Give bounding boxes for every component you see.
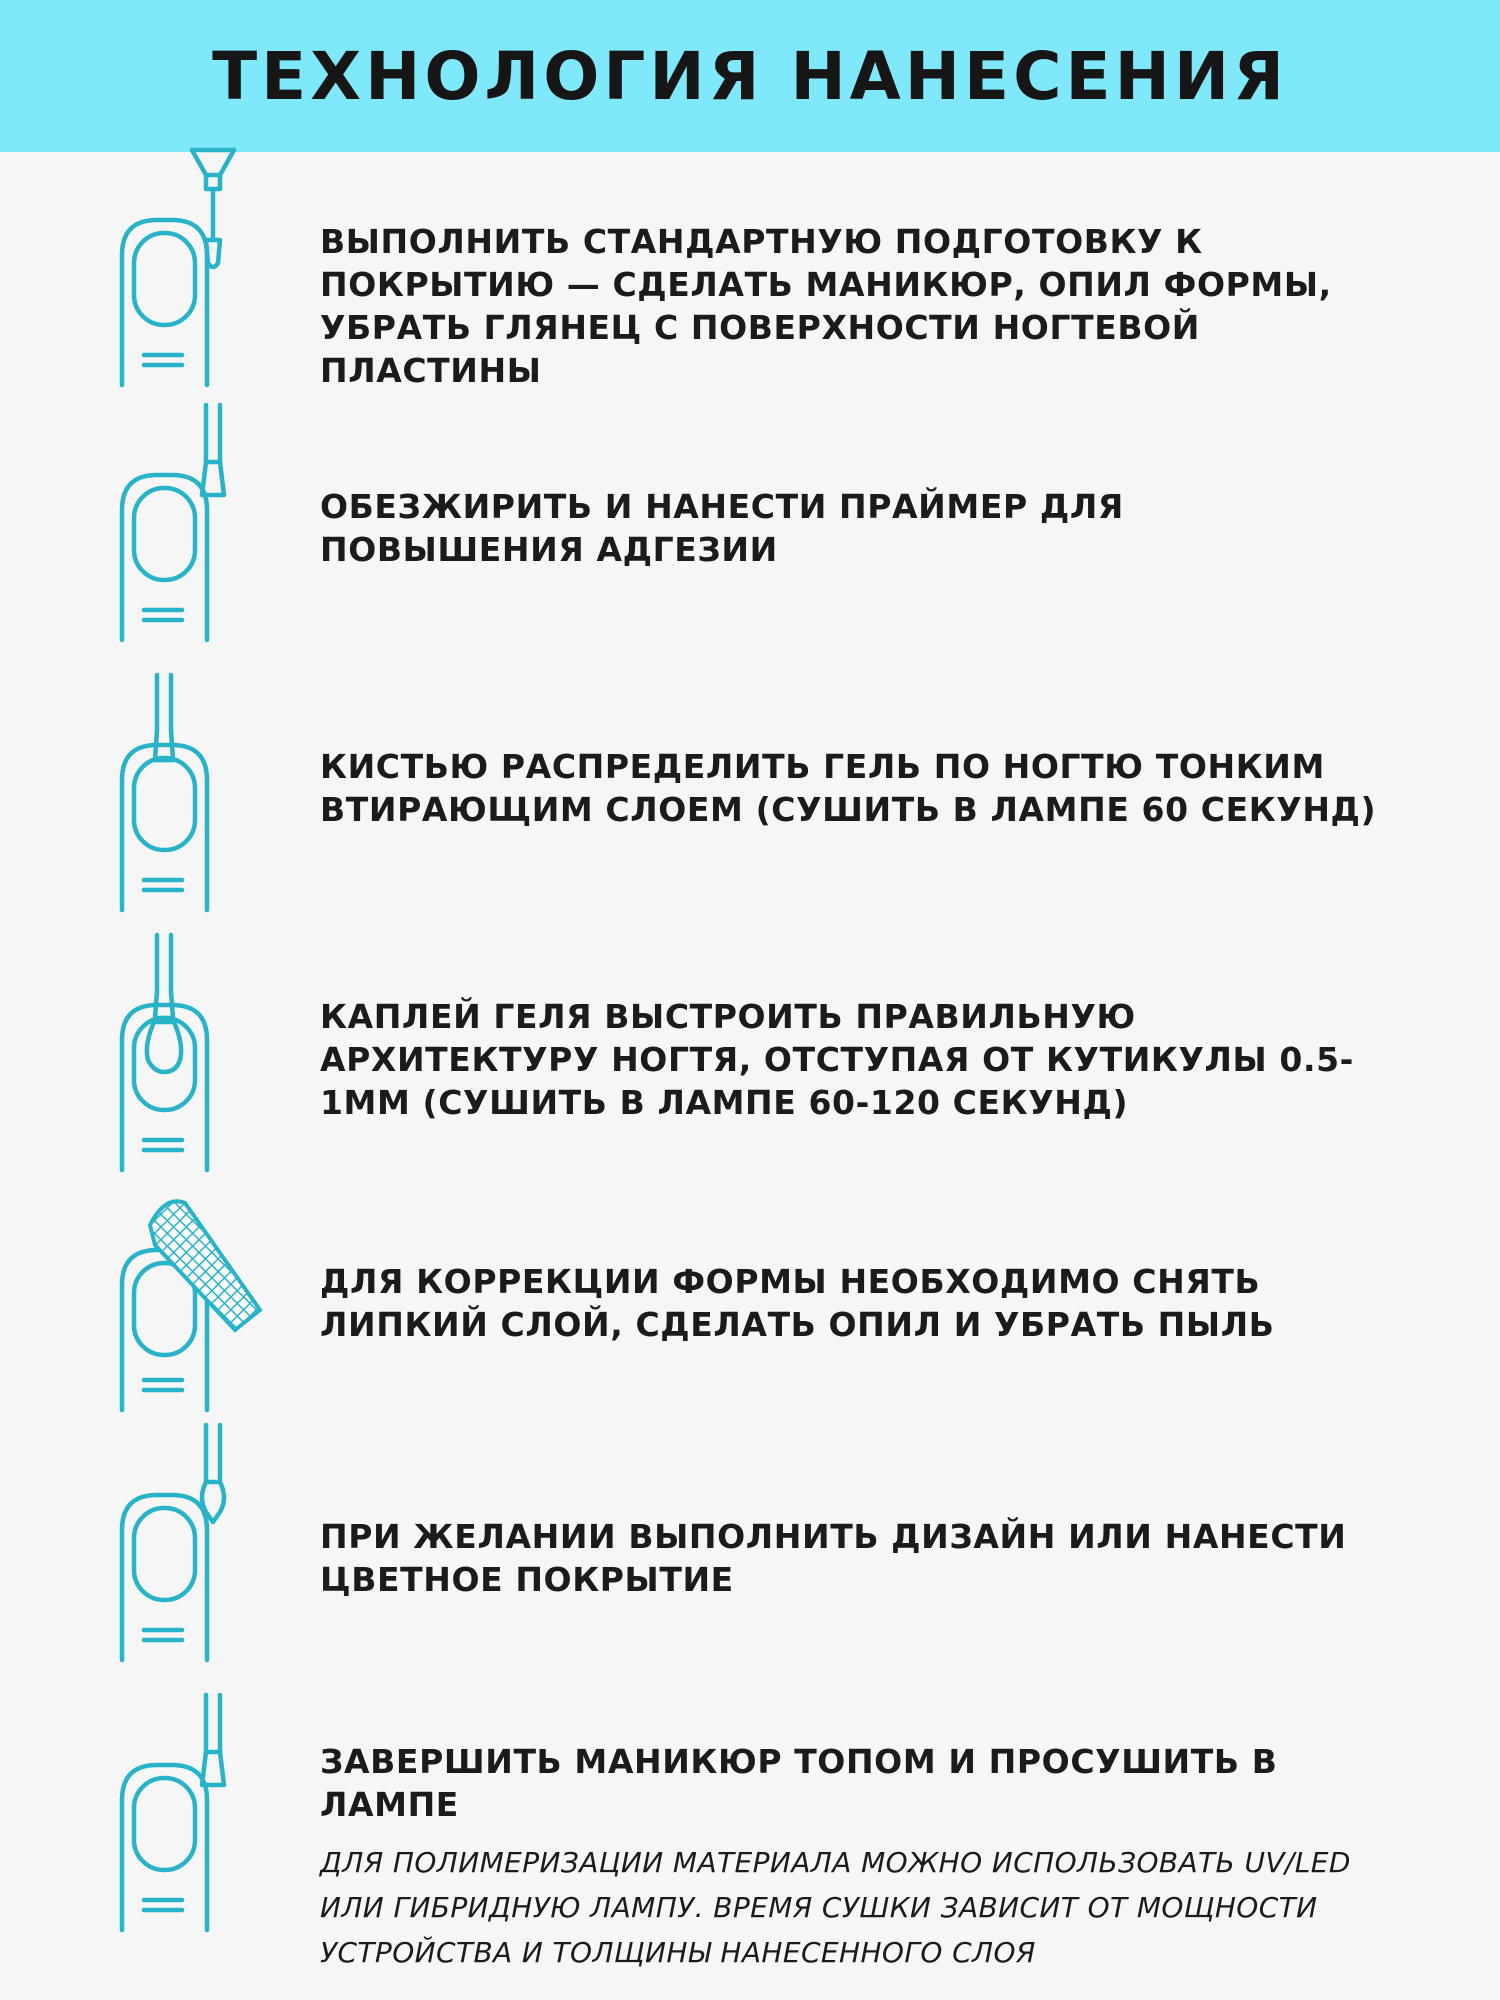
nail-pusher-icon — [110, 145, 280, 395]
step-5-text: ДЛЯ КОРРЕКЦИИ ФОРМЫ НЕОБХОДИМО СНЯТЬ ЛИПКИЙ СЛОЙ, СДЕЛАТЬ ОПИЛ И УБРАТЬ ПЫЛЬ — [320, 1262, 1275, 1344]
nail-brush-icon — [110, 400, 280, 650]
step-4-text: КАПЛЕЙ ГЕЛЯ ВЫСТРОИТЬ ПРАВИЛЬНУЮ АРХИТЕКТУРУ НОГТЯ, ОТСТУПАЯ ОТ КУТИКУЛЫ 0.5-1ММ (СУШИТЬ В ЛАМПЕ 60-120 СЕКУНД) — [320, 997, 1354, 1122]
nail-thin-brush-icon — [110, 670, 280, 920]
step-1-text: ВЫПОЛНИТЬ СТАНДАРТНУЮ ПОДГОТОВКУ К ПОКРЫТИЮ — СДЕЛАТЬ МАНИКЮР, ОПИЛ ФОРМЫ, УБРАТЬ ГЛЯНЕЦ С ПОВЕРХНОСТИ НОГТЕВОЙ ПЛАСТИНЫ — [320, 222, 1332, 390]
nail-gel-drop-icon — [110, 930, 280, 1180]
step-3-text: КИСТЬЮ РАСПРЕДЕЛИТЬ ГЕЛЬ ПО НОГТЮ ТОНКИМ ВТИРАЮЩИМ СЛОЕМ (СУШИТЬ В ЛАМПЕ 60 СЕКУНД) — [320, 747, 1377, 829]
step-2-text: ОБЕЗЖИРИТЬ И НАНЕСТИ ПРАЙМЕР ДЛЯ ПОВЫШЕНИЯ АДГЕЗИИ — [320, 487, 1124, 569]
title-banner — [0, 0, 1500, 152]
nail-design-brush-icon — [110, 1420, 280, 1670]
step-7-text — [320, 1740, 1380, 1975]
step-6-text: ПРИ ЖЕЛАНИИ ВЫПОЛНИТЬ ДИЗАЙН ИЛИ НАНЕСТИ ЦВЕТНОЕ ПОКРЫТИЕ — [320, 1517, 1347, 1599]
nail-top-brush-icon — [110, 1690, 280, 1940]
step-7-note: ДЛЯ ПОЛИМЕРИЗАЦИИ МАТЕРИАЛА МОЖНО ИСПОЛЬЗОВАТЬ UV/LED ИЛИ ГИБРИДНУЮ ЛАМПУ. ВРЕМЯ СУШКИ ЗАВИСИТ ОТ МОЩНОСТИ УСТРОЙСТВА И ТОЛЩИНЫ НАНЕСЕННОГО СЛОЯ — [320, 1846, 1351, 1969]
page-title: ТЕХНОЛОГИЯ НАНЕСЕНИЯ — [212, 37, 1288, 115]
step-7-main: ЗАВЕРШИТЬ МАНИКЮР ТОПОМ И ПРОСУШИТЬ В ЛАМПЕ — [320, 1742, 1278, 1824]
nail-file-icon — [110, 1175, 280, 1425]
